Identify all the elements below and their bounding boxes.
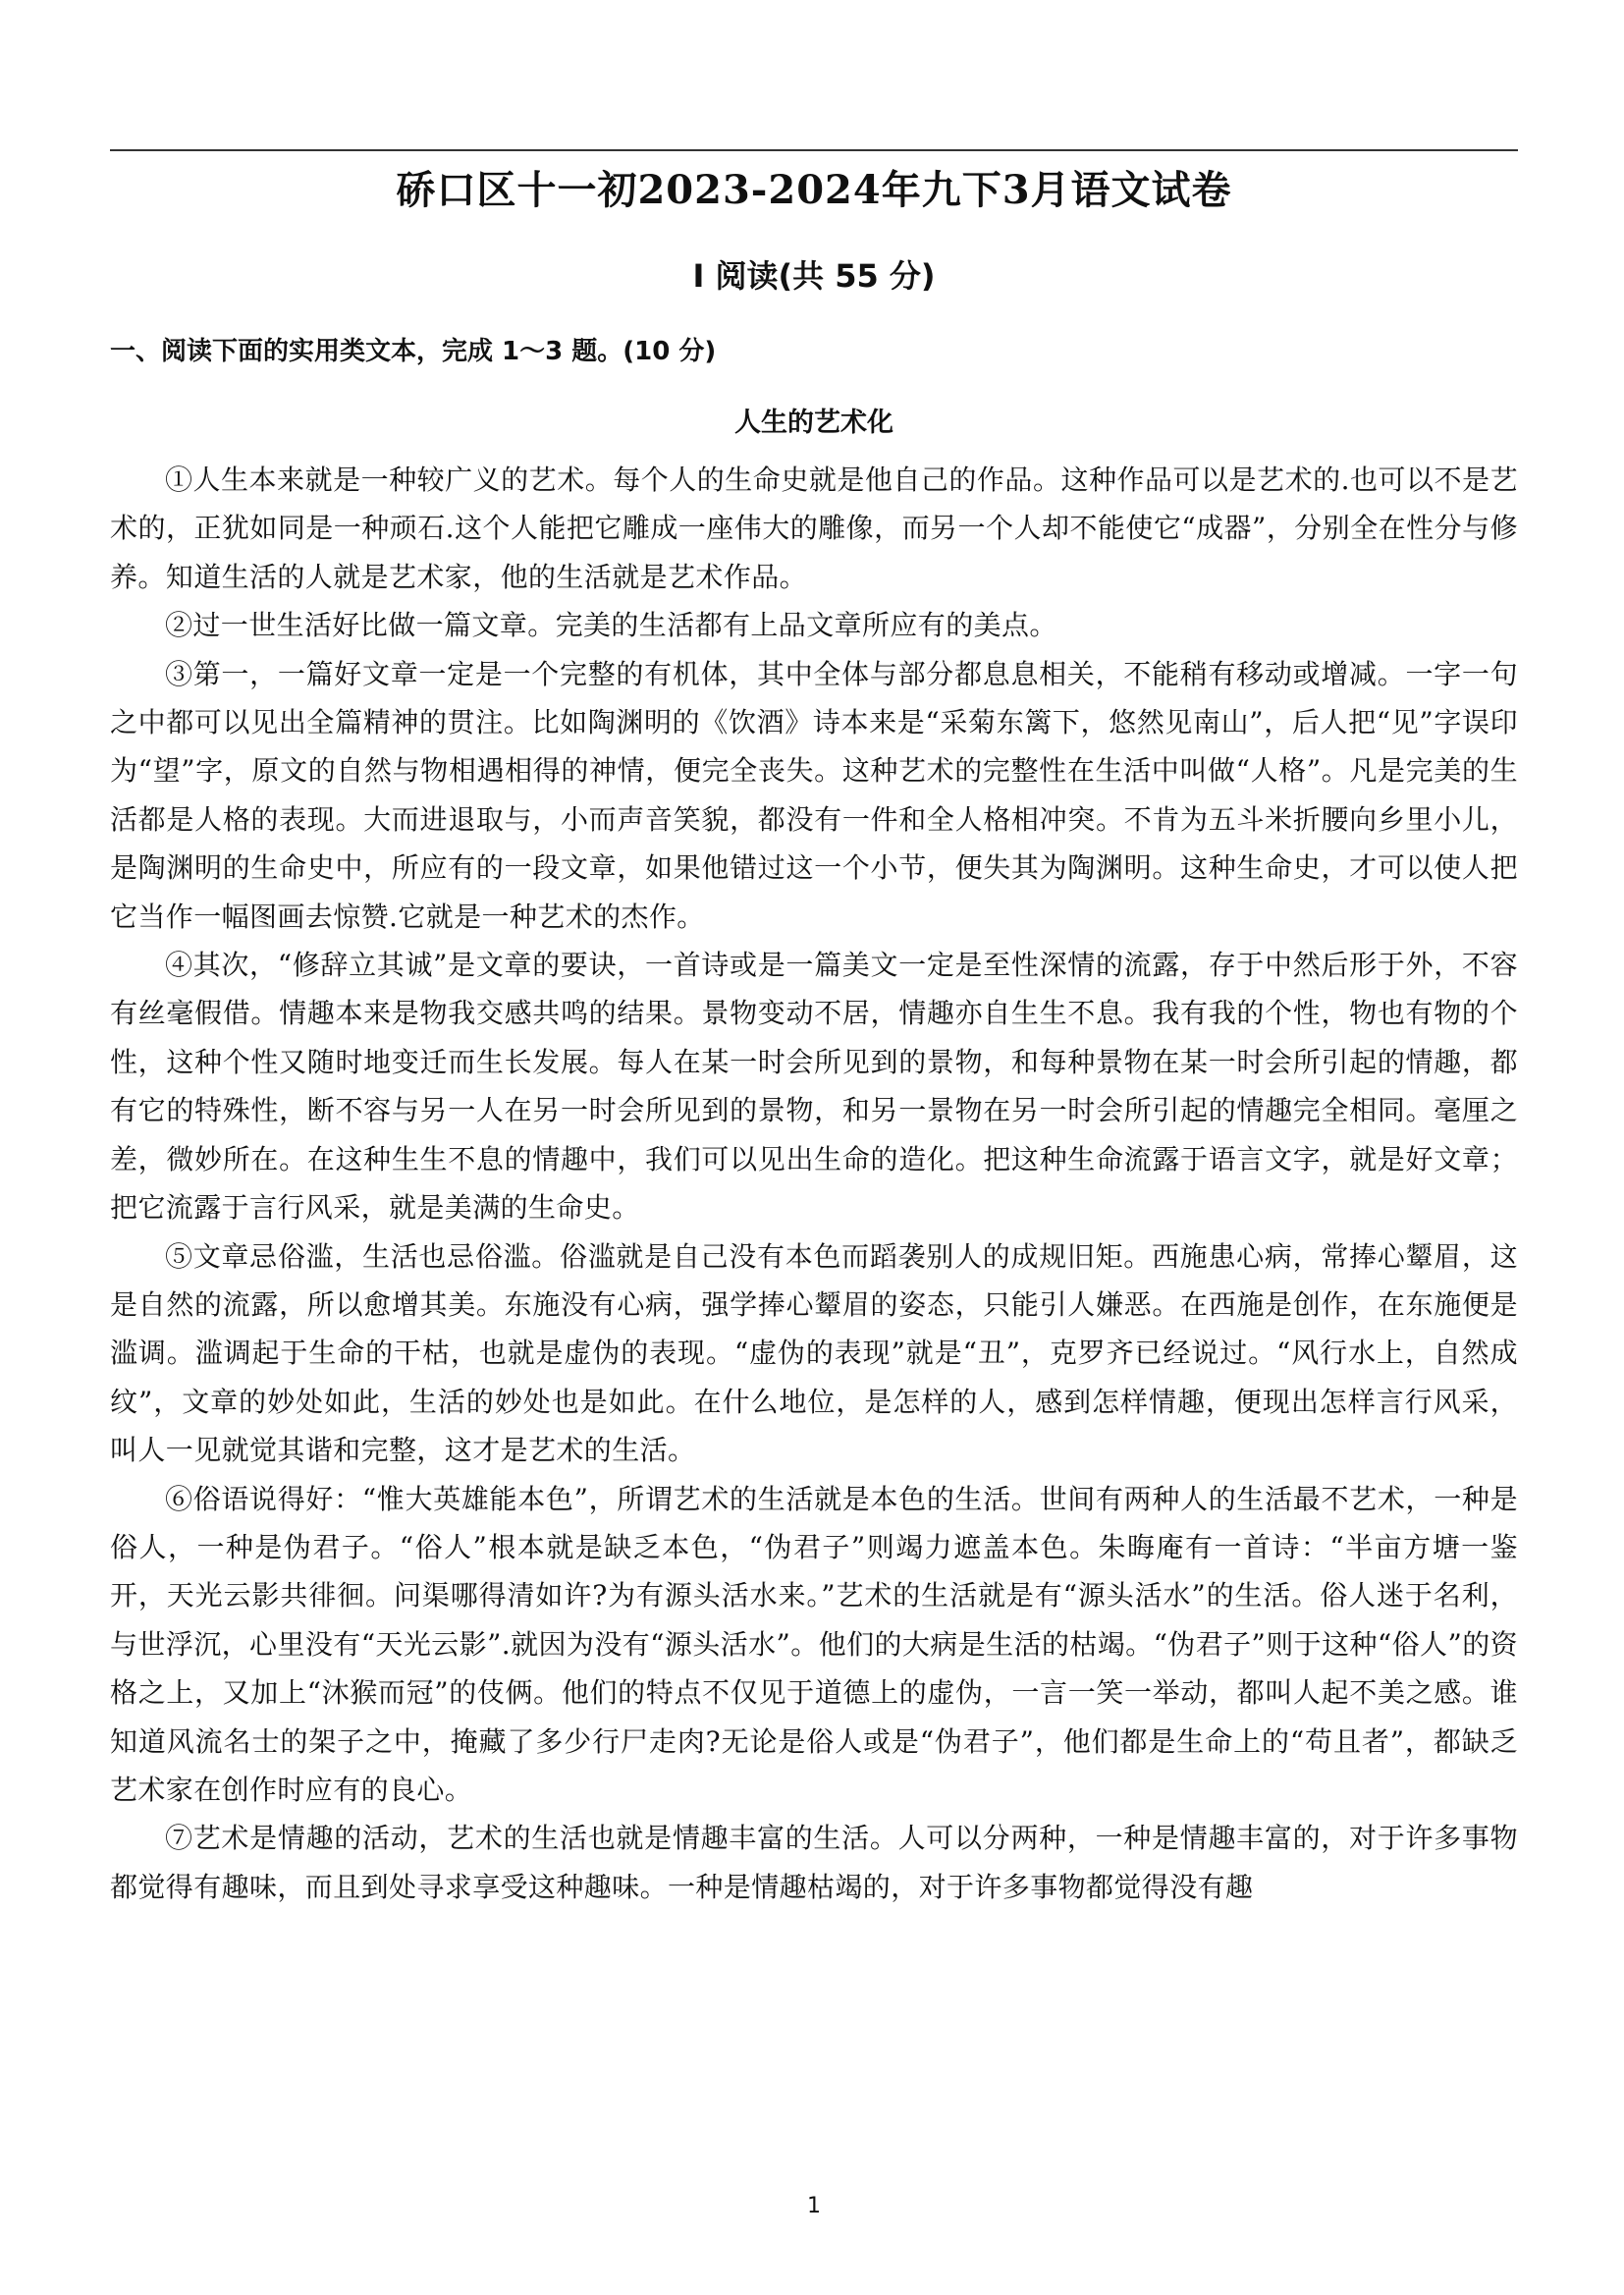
paragraph-2: ②过一世生活好比做一篇文章。完美的生活都有上品文章所应有的美点。	[165, 609, 1057, 642]
article-body	[110, 456, 1518, 1911]
paragraph-1: ①人生本来就是一种较广义的艺术。每个人的生命史就是他自己的作品。这种作品可以是艺术的.也可以不是艺术的，正犹如同是一种顽石.这个人能把它雕成一座伟大的雕像，而另一个人却不能使它“成器”，分别全在性分与修养。知道生活的人就是艺术家，他的生活就是艺术作品。	[110, 464, 1518, 593]
exam-title: 硚口区十一初2023-2024年九下3月语文试卷	[396, 167, 1232, 213]
paragraph-7: ⑦艺术是情趣的活动，艺术的生活也就是情趣丰富的生活。人可以分两种，一种是情趣丰富的，对于许多事物都觉得有趣味，而且到处寻求享受这种趣味。一种是情趣枯竭的，对于许多事物都觉得没有趣	[110, 1822, 1518, 1903]
section-title: I 阅读(共 55 分)	[692, 257, 936, 295]
paragraph-4: ④其次，“修辞立其诚”是文章的要诀，一首诗或是一篇美文一定是至性深情的流露，存于中然后形于外，不容有丝毫假借。情趣本来是物我交感共鸣的结果。景物变动不居，情趣亦自生生不息。我有我的个性，物也有物的个性，这种个性又随时地变迁而生长发展。每人在某一时会所见到的景物，和每种景物在某一时会所引起的情趣，都有它的特殊性，断不容与另一人在另一时会所见到的景物，和另一景物在另一时会所引起的情趣完全相同。毫厘之差，微妙所在。在这种生生不息的情趣中，我们可以见出生命的造化。把这种生命流露于语言文字，就是好文章；把它流露于言行风采，就是美满的生命史。	[110, 949, 1518, 1225]
paragraph-6: ⑥俗语说得好：“惟大英雄能本色”，所谓艺术的生活就是本色的生活。世间有两种人的生活最不艺术，一种是俗人，一种是伪君子。“俗人”根本就是缺乏本色，“伪君子”则竭力遮盖本色。朱晦庵有一首诗：“半亩方塘一鉴开，天光云影共徘徊。问渠哪得清如许?为有源头活水来。”艺术的生活就是有“源头活水”的生活。俗人迷于名利，与世浮沉，心里没有“天光云影”.就因为没有“源头活水”。他们的大病是生活的枯竭。“伪君子”则于这种“俗人”的资格之上，又加上“沐猴而冠”的伎俩。他们的特点不仅见于道德上的虚伪，一言一笑一举动，都叫人起不美之感。谁知道风流名士的架子之中，掩藏了多少行尸走肉?无论是俗人或是“伪君子”，他们都是生命上的“苟且者”，都缺乏艺术家在创作时应有的良心。	[110, 1482, 1518, 1806]
question-instruction: 一、阅读下面的实用类文本，完成 1～3 题。(10 分)	[110, 337, 717, 366]
top-rule	[110, 149, 1518, 151]
page-number: 1	[807, 2194, 821, 2218]
article-title: 人生的艺术化	[734, 408, 893, 438]
paragraph-3: ③第一，一篇好文章一定是一个完整的有机体，其中全体与部分都息息相关，不能稍有移动或增减。一字一句之中都可以见出全篇精神的贯注。比如陶渊明的《饮酒》诗本来是“采菊东篱下，悠然见南山”，后人把“见”字误印为“望”字，原文的自然与物相遇相得的神情，便完全丧失。这种艺术的完整性在生活中叫做“人格”。凡是完美的生活都是人格的表现。大而进退取与，小而声音笑貌，都没有一件和全人格相冲突。不肯为五斗米折腰向乡里小儿，是陶渊明的生命史中，所应有的一段文章，如果他错过这一个小节，便失其为陶渊明。这种生命史，才可以使人把它当作一幅图画去惊赞.它就是一种艺术的杰作。	[110, 657, 1518, 933]
paragraph-5: ⑤文章忌俗滥，生活也忌俗滥。俗滥就是自己没有本色而蹈袭别人的成规旧矩。西施患心病，常捧心颦眉，这是自然的流露，所以愈增其美。东施没有心病，强学捧心颦眉的姿态，只能引人嫌恶。在西施是创作，在东施便是滥调。滥调起于生命的干枯，也就是虚伪的表现。“虚伪的表现”就是“丑”，克罗齐已经说过。“风行水上，自然成纹”，文章的妙处如此，生活的妙处也是如此。在什么地位，是怎样的人，感到怎样情趣，便现出怎样言行风采，叫人一见就觉其谐和完整，这才是艺术的生活。	[110, 1239, 1518, 1467]
